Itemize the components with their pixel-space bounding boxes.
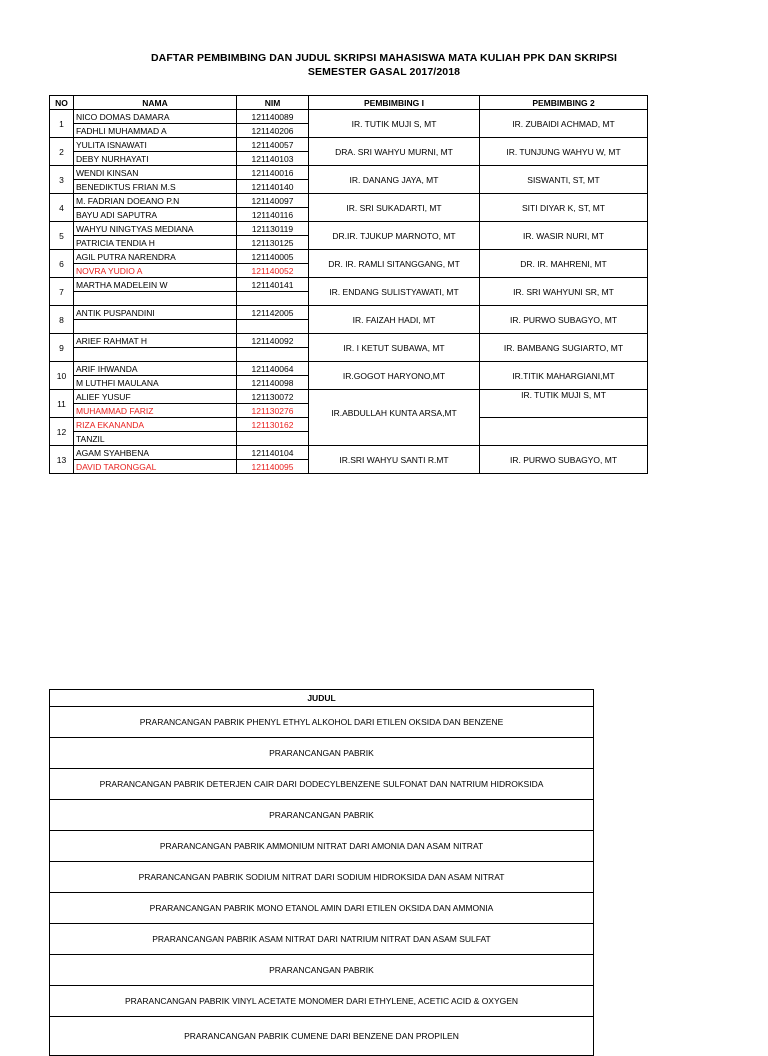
row-number: 13 (50, 446, 74, 474)
pembimbing-1: DR.IR. TJUKUP MARNOTO, MT (309, 222, 480, 250)
student-name: NOVRA YUDIO A (74, 264, 237, 278)
judul-item: PRARANCANGAN PABRIK (50, 955, 594, 986)
row-number: 4 (50, 194, 74, 222)
student-nim (237, 292, 309, 306)
table-row (50, 250, 648, 264)
pembimbing-2: IR. PURWO SUBAGYO, MT (480, 446, 648, 474)
pembimbing-1: IR.ABDULLAH KUNTA ARSA,MT (309, 390, 480, 418)
student-nim: 121130072 (237, 390, 309, 404)
row-number: 12 (50, 418, 74, 446)
student-name (74, 348, 237, 362)
pembimbing-2: IR. WASIR NURI, MT (480, 222, 648, 250)
student-name: ALIEF YUSUF (74, 390, 237, 404)
table-row (50, 955, 594, 986)
pembimbing-2: IR. TUNJUNG WAHYU W, MT (480, 138, 648, 166)
header-pembimbing-2: PEMBIMBING 2 (480, 96, 648, 110)
student-nim: 121140141 (237, 278, 309, 292)
student-nim: 121140098 (237, 376, 309, 390)
judul-item: PRARANCANGAN PABRIK VINYL ACETATE MONOMER DARI ETHYLENE, ACETIC ACID & OXYGEN (50, 986, 594, 1017)
table-row (50, 110, 648, 124)
table-row (50, 800, 594, 831)
judul-item: PRARANCANGAN PABRIK CUMENE DARI BENZENE DAN PROPILEN (50, 1017, 594, 1056)
pembimbing-1: IR.GOGOT HARYONO,MT (309, 362, 480, 390)
table-row (50, 390, 648, 404)
student-nim: 121130125 (237, 236, 309, 250)
judul-body (50, 707, 594, 1056)
row-number: 9 (50, 334, 74, 362)
table-row (50, 893, 594, 924)
student-nim: 121130119 (237, 222, 309, 236)
document-title-line-1: DAFTAR PEMBIMBING DAN JUDUL SKRIPSI MAHASISWA MATA KULIAH PPK DAN SKRIPSI (150, 52, 617, 64)
row-number: 8 (50, 306, 74, 334)
header-nim: NIM (237, 96, 309, 110)
header-nama: NAMA (74, 96, 237, 110)
table-row (50, 862, 594, 893)
pembimbing-2: IR.TITIK MAHARGIANI,MT (480, 362, 648, 390)
table-row (50, 138, 648, 152)
pembimbing-1: DR. IR. RAMLI SITANGGANG, MT (309, 250, 480, 278)
student-nim: 121140064 (237, 362, 309, 376)
table-row (50, 166, 648, 180)
student-nim (237, 348, 309, 362)
pembimbing-1: IR. SRI SUKADARTI, MT (309, 194, 480, 222)
row-number: 6 (50, 250, 74, 278)
pembimbing-2: SITI DIYAR K, ST, MT (480, 194, 648, 222)
student-name: M LUTHFI MAULANA (74, 376, 237, 390)
student-nim: 121140206 (237, 124, 309, 138)
header-no: NO (50, 96, 74, 110)
student-name: WENDI KINSAN (74, 166, 237, 180)
student-name (74, 320, 237, 334)
student-name: DEBY NURHAYATI (74, 152, 237, 166)
student-name: ARIF IHWANDA (74, 362, 237, 376)
pembimbing-1: IR. FAIZAH HADI, MT (309, 306, 480, 334)
pembimbing-1: DRA. SRI WAHYU MURNI, MT (309, 138, 480, 166)
student-nim: 121140005 (237, 250, 309, 264)
student-nim: 121140052 (237, 264, 309, 278)
student-nim: 121140089 (237, 110, 309, 124)
table-row (50, 831, 594, 862)
student-name: MUHAMMAD FARIZ (74, 404, 237, 418)
row-number: 3 (50, 166, 74, 194)
student-name: M. FADRIAN DOEANO P.N (74, 194, 237, 208)
student-name: FADHLI MUHAMMAD A (74, 124, 237, 138)
student-name: AGIL PUTRA NARENDRA (74, 250, 237, 264)
student-name: PATRICIA TENDIA H (74, 236, 237, 250)
student-nim: 121140092 (237, 334, 309, 348)
table-row (50, 924, 594, 955)
student-name: TANZIL (74, 432, 237, 446)
judul-item: PRARANCANGAN PABRIK DETERJEN CAIR DARI DODECYLBENZENE SULFONAT DAN NATRIUM HIDROKSIDA (50, 769, 594, 800)
table-row (50, 986, 594, 1017)
judul-item: PRARANCANGAN PABRIK ASAM NITRAT DARI NATRIUM NITRAT DAN ASAM SULFAT (50, 924, 594, 955)
student-name: YULITA ISNAWATI (74, 138, 237, 152)
table-row (50, 446, 648, 460)
pembimbing-2: SISWANTI, ST, MT (480, 166, 648, 194)
judul-header: JUDUL (50, 690, 594, 707)
row-number: 11 (50, 390, 74, 418)
pembimbing-2 (480, 418, 648, 446)
student-nim: 121140103 (237, 152, 309, 166)
row-number: 1 (50, 110, 74, 138)
pembimbing-2: IR. SRI WAHYUNI SR, MT (480, 278, 648, 306)
student-nim (237, 320, 309, 334)
table-row (50, 769, 594, 800)
pembimbing-1: IR.SRI WAHYU SANTI R.MT (309, 446, 480, 474)
student-name: ANTIK PUSPANDINI (74, 306, 237, 320)
student-name: RIZA EKANANDA (74, 418, 237, 432)
student-name: WAHYU NINGTYAS MEDIANA (74, 222, 237, 236)
judul-item: PRARANCANGAN PABRIK PHENYL ETHYL ALKOHOL DARI ETILEN OKSIDA DAN BENZENE (50, 707, 594, 738)
table-row (50, 334, 648, 348)
table-row (50, 306, 648, 320)
pembimbing-2: IR. BAMBANG SUGIARTO, MT (480, 334, 648, 362)
table-header-row (50, 96, 648, 110)
row-number: 5 (50, 222, 74, 250)
table-row (50, 418, 648, 432)
judul-table (49, 689, 594, 1056)
table-row (50, 222, 648, 236)
student-name: NICO DOMAS DAMARA (74, 110, 237, 124)
student-nim (237, 432, 309, 446)
table-row (50, 194, 648, 208)
student-name (74, 292, 237, 306)
pembimbing-2: IR. TUTIK MUJI S, MT (480, 390, 648, 418)
pembimbing-2: IR. ZUBAIDI ACHMAD, MT (480, 110, 648, 138)
student-nim: 121140104 (237, 446, 309, 460)
document-title-line-2: SEMESTER GASAL 2017/2018 (307, 66, 461, 78)
table-row (50, 707, 594, 738)
pembimbing-1: IR. TUTIK MUJI S, MT (309, 110, 480, 138)
row-number: 7 (50, 278, 74, 306)
table-body (50, 110, 648, 474)
student-nim: 121142005 (237, 306, 309, 320)
supervisor-table (49, 95, 648, 474)
student-name: BAYU ADI SAPUTRA (74, 208, 237, 222)
header-pembimbing-1: PEMBIMBING I (309, 96, 480, 110)
student-name: AGAM SYAHBENA (74, 446, 237, 460)
student-nim: 121140140 (237, 180, 309, 194)
student-name: DAVID TARONGGAL (74, 460, 237, 474)
judul-item: PRARANCANGAN PABRIK (50, 800, 594, 831)
table-row (50, 738, 594, 769)
student-nim: 121140057 (237, 138, 309, 152)
student-nim: 121130276 (237, 404, 309, 418)
judul-item: PRARANCANGAN PABRIK MONO ETANOL AMIN DARI ETILEN OKSIDA DAN AMMONIA (50, 893, 594, 924)
pembimbing-2: DR. IR. MAHRENI, MT (480, 250, 648, 278)
table-row (50, 362, 648, 376)
pembimbing-1: IR. I KETUT SUBAWA, MT (309, 334, 480, 362)
judul-item: PRARANCANGAN PABRIK (50, 738, 594, 769)
row-number: 2 (50, 138, 74, 166)
judul-item: PRARANCANGAN PABRIK SODIUM NITRAT DARI SODIUM HIDROKSIDA DAN ASAM NITRAT (50, 862, 594, 893)
pembimbing-1: IR. DANANG JAYA, MT (309, 166, 480, 194)
student-nim: 121130162 (237, 418, 309, 432)
student-name: ARIEF RAHMAT H (74, 334, 237, 348)
student-name: BENEDIKTUS FRIAN M.S (74, 180, 237, 194)
student-nim: 121140016 (237, 166, 309, 180)
table-row (50, 278, 648, 292)
table-row (50, 1017, 594, 1056)
student-nim: 121140097 (237, 194, 309, 208)
row-number: 10 (50, 362, 74, 390)
pembimbing-2: IR. PURWO SUBAGYO, MT (480, 306, 648, 334)
student-nim: 121140116 (237, 208, 309, 222)
pembimbing-1: IR. ENDANG SULISTYAWATI, MT (309, 278, 480, 306)
pembimbing-1 (309, 418, 480, 446)
student-name: MARTHA MADELEIN W (74, 278, 237, 292)
judul-item: PRARANCANGAN PABRIK AMMONIUM NITRAT DARI AMONIA DAN ASAM NITRAT (50, 831, 594, 862)
student-nim: 121140095 (237, 460, 309, 474)
